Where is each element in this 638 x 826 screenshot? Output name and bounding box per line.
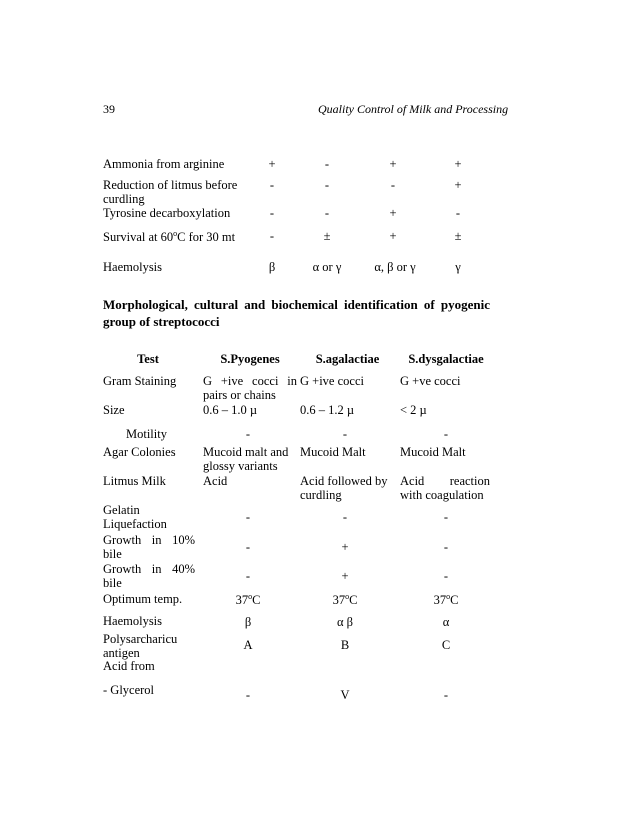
table2-test-label: Haemolysis	[103, 614, 163, 628]
table2-header-dysgalactiae: S.dysgalactiae	[408, 352, 484, 366]
table2-cell: -	[342, 510, 348, 524]
table2-cell: C	[441, 638, 451, 652]
table1-cell: ±	[323, 229, 331, 243]
table2-test-label: Polysarcharicu antigen	[103, 632, 178, 660]
table2-test-label: Gram Staining	[103, 374, 177, 388]
running-title: Quality Control of Milk and Processing	[318, 102, 509, 116]
table2-cell: 37$^o$C	[235, 592, 261, 608]
table2-cell: Acid	[203, 474, 228, 488]
table2-cell: β	[244, 615, 252, 629]
table2-cell: α	[442, 615, 450, 629]
table1-row-label: Ammonia from arginine	[103, 157, 225, 171]
table1-cell: γ	[455, 260, 461, 274]
section-heading: Morphological, cultural and biochemical identification of pyogenic group of streptococci	[103, 297, 490, 329]
table1-row-label: Tyrosine decarboxylation	[103, 206, 231, 220]
table1-cell: -	[269, 206, 275, 220]
table2-cell: -	[245, 540, 251, 554]
table2-test-label: Gelatin Liquefaction	[103, 503, 167, 531]
table2-cell: -	[443, 540, 449, 554]
page-number: 39	[103, 102, 115, 116]
table2-cell: G +ive cocci	[300, 374, 364, 388]
table1-row-label: Survival at 60$^o$C for 30 mt	[103, 229, 236, 245]
table2-cell: < 2 µ	[400, 403, 427, 417]
table2-test-label: Acid from	[103, 659, 155, 673]
table2-cell: A	[243, 638, 253, 652]
table2-test-label: Motility	[126, 427, 167, 441]
table1-cell: -	[390, 178, 396, 192]
table2-cell: G +ive cocci in pairs or chains	[203, 374, 297, 402]
table2-cell: α β	[336, 615, 354, 629]
table2-cell: +	[341, 569, 349, 583]
table1-cell: +	[454, 157, 462, 171]
table2-header-agalactiae: S.agalactiae	[315, 352, 380, 366]
table1-row-label: Reduction of litmus before curdling	[103, 178, 238, 206]
table2-cell: Acid followed by curdling	[300, 474, 388, 502]
table2-cell: -	[443, 569, 449, 583]
table2-test-label: Size	[103, 403, 125, 417]
table2-cell: V	[340, 688, 350, 702]
table2-header-pyogenes: S.Pyogenes	[220, 352, 280, 366]
table2-cell: B	[340, 638, 350, 652]
table2-test-label: Growth in 40% bile	[103, 562, 195, 590]
table2-cell: 0.6 – 1.0 µ	[203, 403, 258, 417]
table1-cell: -	[455, 206, 461, 220]
table2-cell: -	[245, 569, 251, 583]
table1-cell: +	[454, 178, 462, 192]
table1-cell: ±	[454, 229, 462, 243]
table2-cell: 37$^o$C	[332, 592, 358, 608]
table1-cell: α, β or γ	[374, 260, 416, 274]
table2-cell: 0.6 – 1.2 µ	[300, 403, 355, 417]
table1-cell: -	[324, 178, 330, 192]
table2-test-label: Agar Colonies	[103, 445, 176, 459]
table1-cell: +	[389, 157, 397, 171]
table2-cell: Mucoid malt and glossy variants	[203, 445, 289, 473]
table2-header-test: Test	[137, 352, 159, 366]
table2-test-label: Optimum temp.	[103, 592, 183, 606]
table2-cell: Mucoid Malt	[400, 445, 466, 459]
table2-test-label: Litmus Milk	[103, 474, 166, 488]
table2-cell: Mucoid Malt	[300, 445, 366, 459]
table2-cell: 37$^o$C	[433, 592, 459, 608]
table1-cell: -	[324, 157, 330, 171]
table2-cell: -	[342, 427, 348, 441]
table2-cell: -	[443, 688, 449, 702]
table1-cell: +	[268, 157, 276, 171]
table2-cell: G +ve cocci	[400, 374, 461, 388]
table2-cell: -	[245, 688, 251, 702]
table2-cell: -	[245, 510, 251, 524]
table1-cell: +	[389, 206, 397, 220]
table1-cell: -	[269, 178, 275, 192]
table1-cell: β	[268, 260, 276, 274]
table2-test-label: - Glycerol	[103, 683, 155, 697]
table2-cell: -	[245, 427, 251, 441]
table2-cell: -	[443, 510, 449, 524]
table2-cell: Acid reaction with coagulation	[400, 474, 490, 502]
table1-cell: -	[269, 229, 275, 243]
table1-row-label: Haemolysis	[103, 260, 163, 274]
table2-cell: -	[443, 427, 449, 441]
table1-cell: +	[389, 229, 397, 243]
table2-test-label: Growth in 10% bile	[103, 533, 195, 561]
table1-cell: -	[324, 206, 330, 220]
table2-cell: +	[341, 540, 349, 554]
table1-cell: α or γ	[312, 260, 342, 274]
